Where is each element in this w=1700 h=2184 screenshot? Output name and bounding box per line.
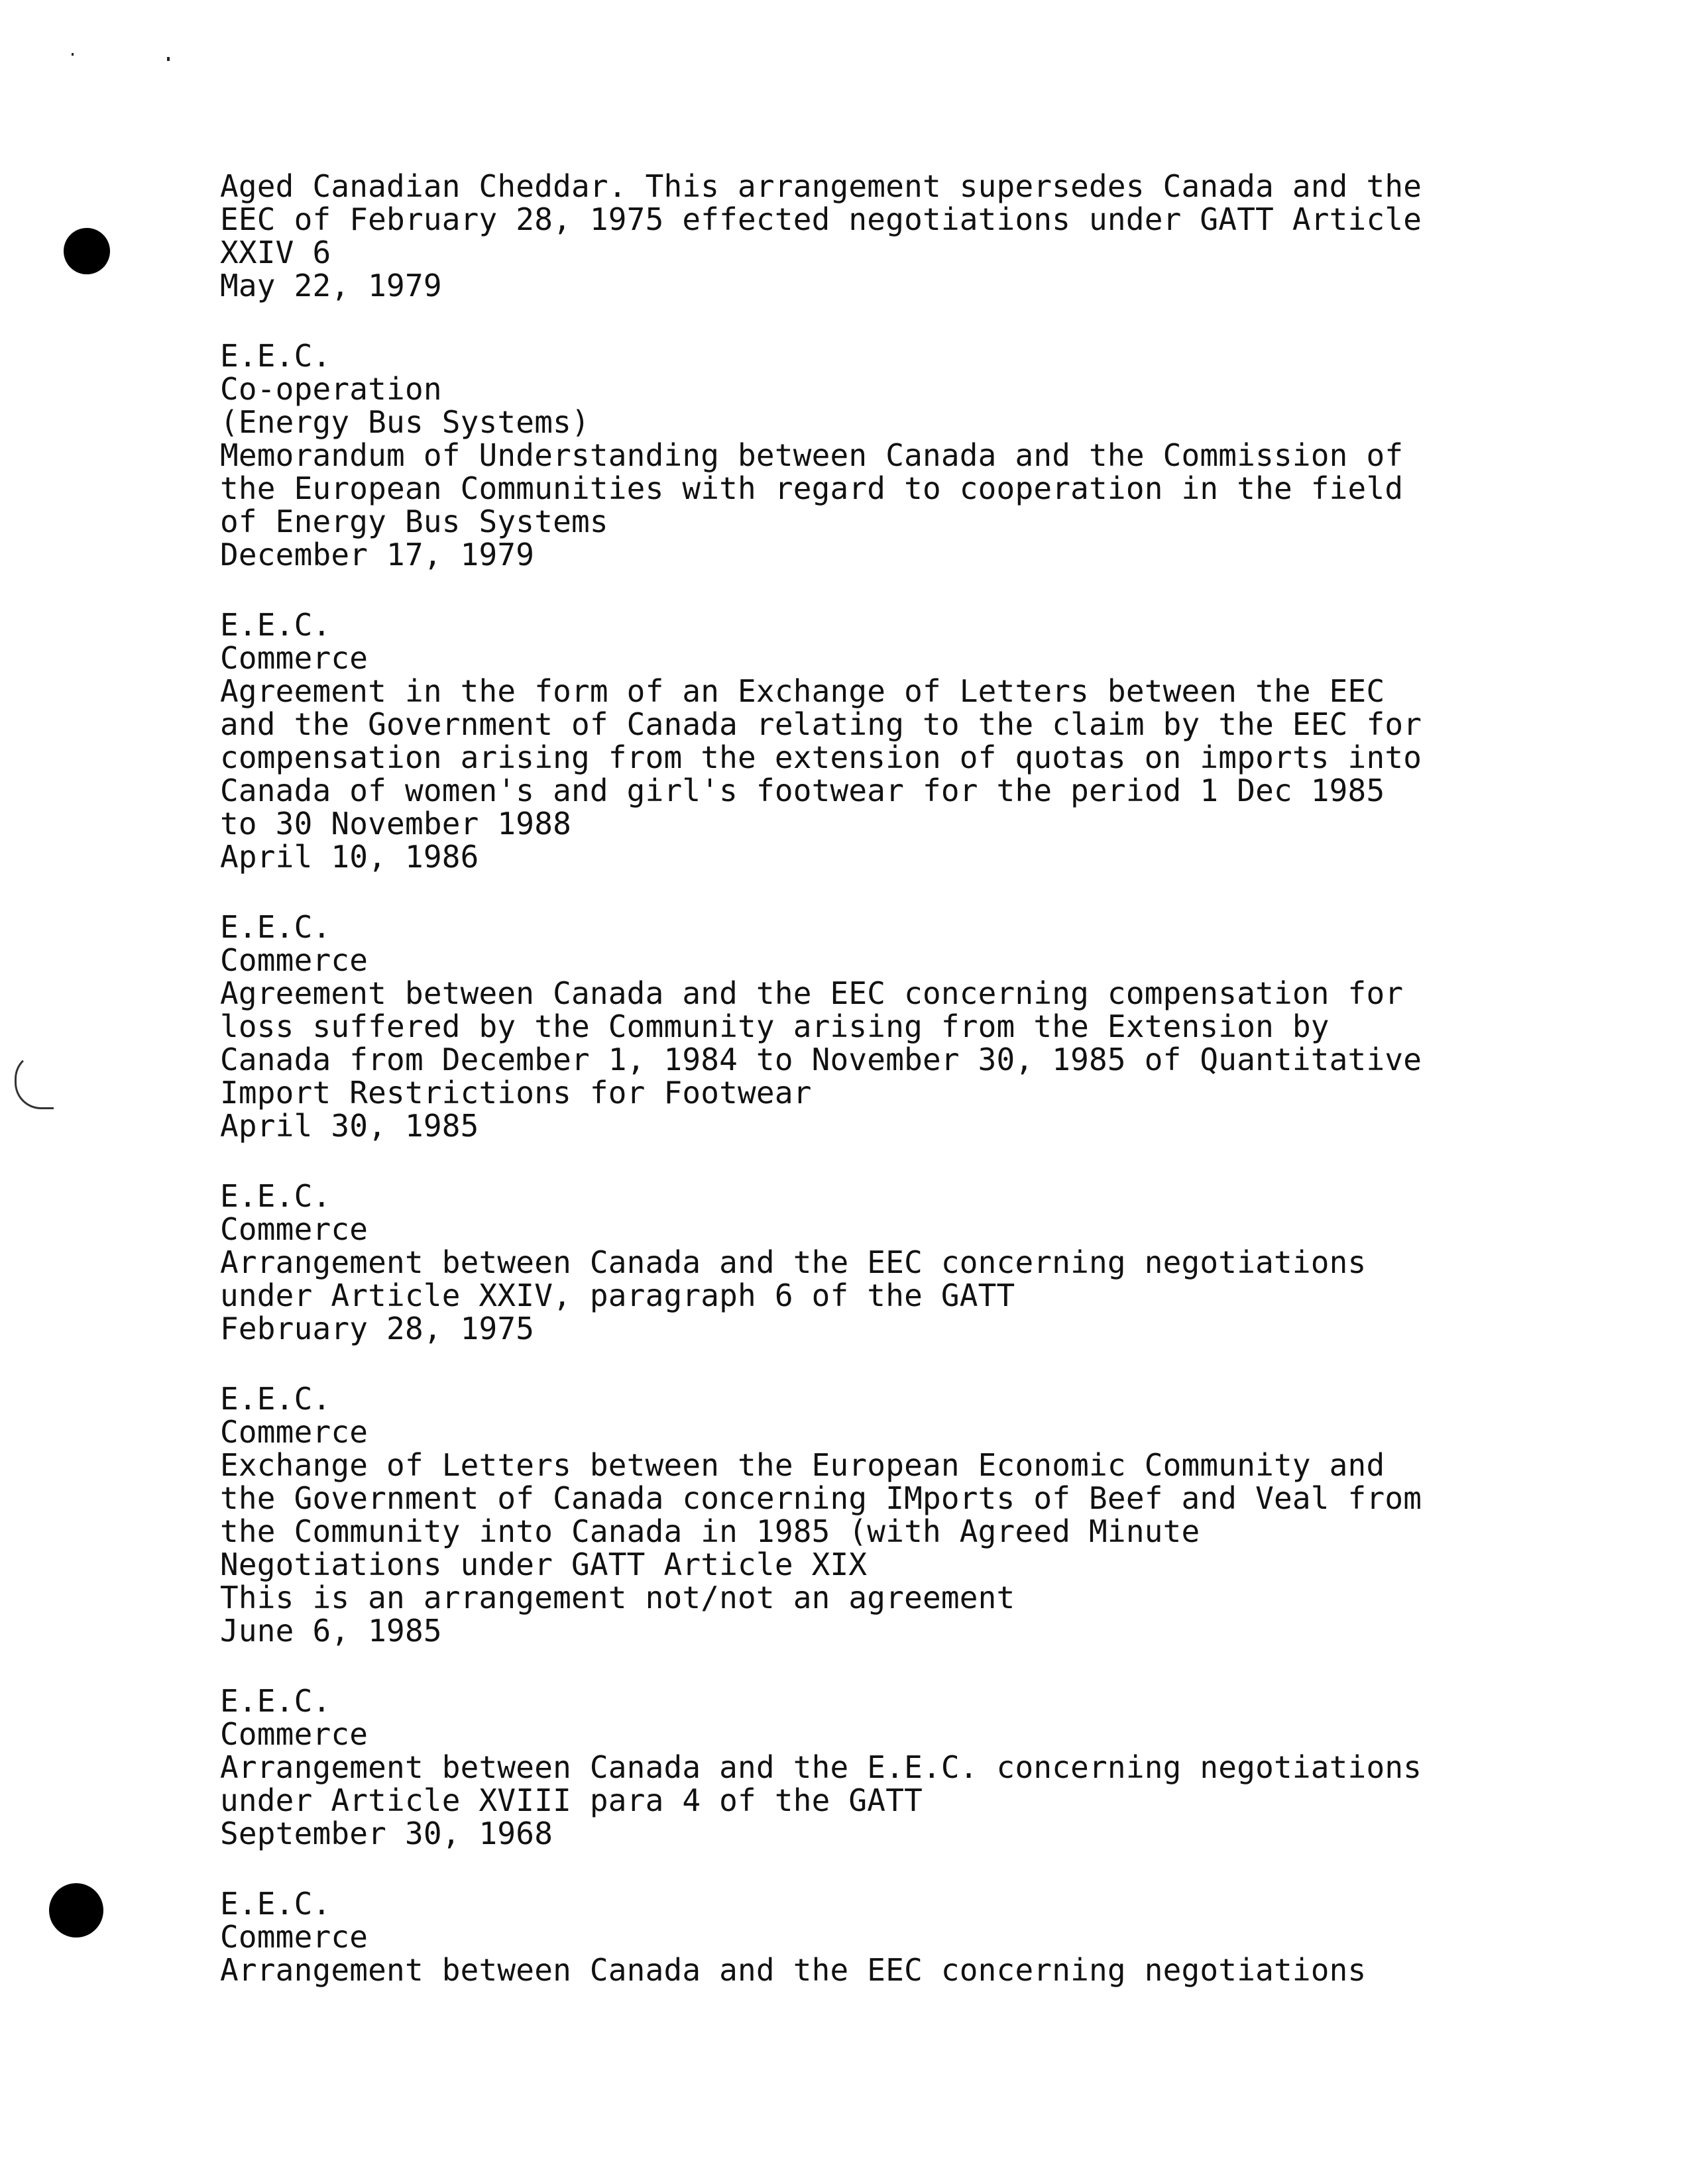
- entry-line: XXIV 6: [220, 235, 331, 270]
- entry-category: Commerce: [220, 1919, 368, 1955]
- entry-line: under Article XXIV, paragraph 6 of the GATT: [220, 1278, 1015, 1313]
- entry-party: E.E.C.: [220, 909, 331, 945]
- entry-party: E.E.C.: [220, 607, 331, 643]
- entry-category: Commerce: [220, 1211, 368, 1247]
- entry-line: Arrangement between Canada and the EEC concerning negotiations: [220, 1952, 1367, 1988]
- entry-date: April 10, 1986: [220, 839, 479, 875]
- entry-party: E.E.C.: [220, 1683, 331, 1719]
- entry: [220, 170, 1599, 302]
- entry-line: the European Communities with regard to cooperation in the field: [220, 470, 1404, 506]
- entry-line: Exchange of Letters between the European Economic Community and: [220, 1447, 1385, 1483]
- entry-party: E.E.C.: [220, 338, 331, 374]
- entry-category: Commerce: [220, 640, 368, 676]
- entry-date: April 30, 1985: [220, 1108, 479, 1144]
- entry-line: compensation arising from the extension of quotas on imports into: [220, 739, 1422, 775]
- entry: [220, 608, 1599, 873]
- entry-party: E.E.C.: [220, 1886, 331, 1922]
- entry-date: May 22, 1979: [220, 268, 442, 303]
- entry-line: Agreement in the form of an Exchange of Letters between the EEC: [220, 673, 1385, 709]
- entry-category: Commerce: [220, 1414, 368, 1450]
- punch-hole-bottom: [49, 1883, 103, 1938]
- entry-line: Memorandum of Understanding between Canada and the Commission of: [220, 437, 1404, 473]
- entry-line: EEC of February 28, 1975 effected negotiations under GATT Article: [220, 201, 1422, 237]
- entry-line: Arrangement between Canada and the E.E.C. concerning negotiations: [220, 1749, 1422, 1785]
- entry-line: loss suffered by the Community arising from the Extension by: [220, 1009, 1330, 1044]
- entry-date: June 6, 1985: [220, 1613, 442, 1649]
- entry-party: E.E.C.: [220, 1178, 331, 1214]
- entry-line: Arrangement between Canada and the EEC concerning negotiations: [220, 1244, 1367, 1280]
- entry-category: Co-operation: [220, 371, 442, 407]
- entry: [220, 1887, 1599, 1987]
- entry: [220, 910, 1599, 1142]
- entry-line: Negotiations under GATT Article XIX: [220, 1547, 868, 1582]
- entry: [220, 1179, 1599, 1345]
- entry-line: under Article XVIII para 4 of the GATT: [220, 1782, 923, 1818]
- entry-line: Canada from December 1, 1984 to November 30, 1985 of Quantitative: [220, 1042, 1422, 1077]
- entry-date: December 17, 1979: [220, 537, 535, 573]
- entry-line: to 30 November 1988: [220, 806, 571, 842]
- entry-category: Commerce: [220, 942, 368, 978]
- entry-line: Canada of women's and girl's footwear for the period 1 Dec 1985: [220, 773, 1385, 808]
- punch-hole-top: [64, 228, 110, 274]
- entry: [220, 1684, 1599, 1850]
- document-body: [220, 170, 1599, 2024]
- entry-line: of Energy Bus Systems: [220, 504, 608, 539]
- entry: [220, 339, 1599, 571]
- entry-line: Agreement between Canada and the EEC concerning compensation for: [220, 975, 1404, 1011]
- entry-category: Commerce: [220, 1716, 368, 1752]
- entry-line: the Government of Canada concerning IMports of Beef and Veal from: [220, 1480, 1422, 1516]
- entry-line: the Community into Canada in 1985 (with Agreed Minute: [220, 1513, 1200, 1549]
- entry-line: Import Restrictions for Footwear: [220, 1075, 812, 1111]
- entry-date: September 30, 1968: [220, 1816, 553, 1851]
- entry-date: February 28, 1975: [220, 1311, 535, 1346]
- entry-party: E.E.C.: [220, 1381, 331, 1417]
- entry-line: Aged Canadian Cheddar. This arrangement supersedes Canada and the: [220, 168, 1422, 204]
- scan-speck: [167, 57, 170, 61]
- entry-line: This is an arrangement not/not an agreement: [220, 1580, 1015, 1615]
- entry-line: (Energy Bus Systems): [220, 404, 590, 440]
- entry: [220, 1382, 1599, 1647]
- scan-speck: [72, 53, 74, 56]
- entry-line: and the Government of Canada relating to the claim by the EEC for: [220, 706, 1422, 742]
- punch-hole-middle: [15, 1052, 54, 1109]
